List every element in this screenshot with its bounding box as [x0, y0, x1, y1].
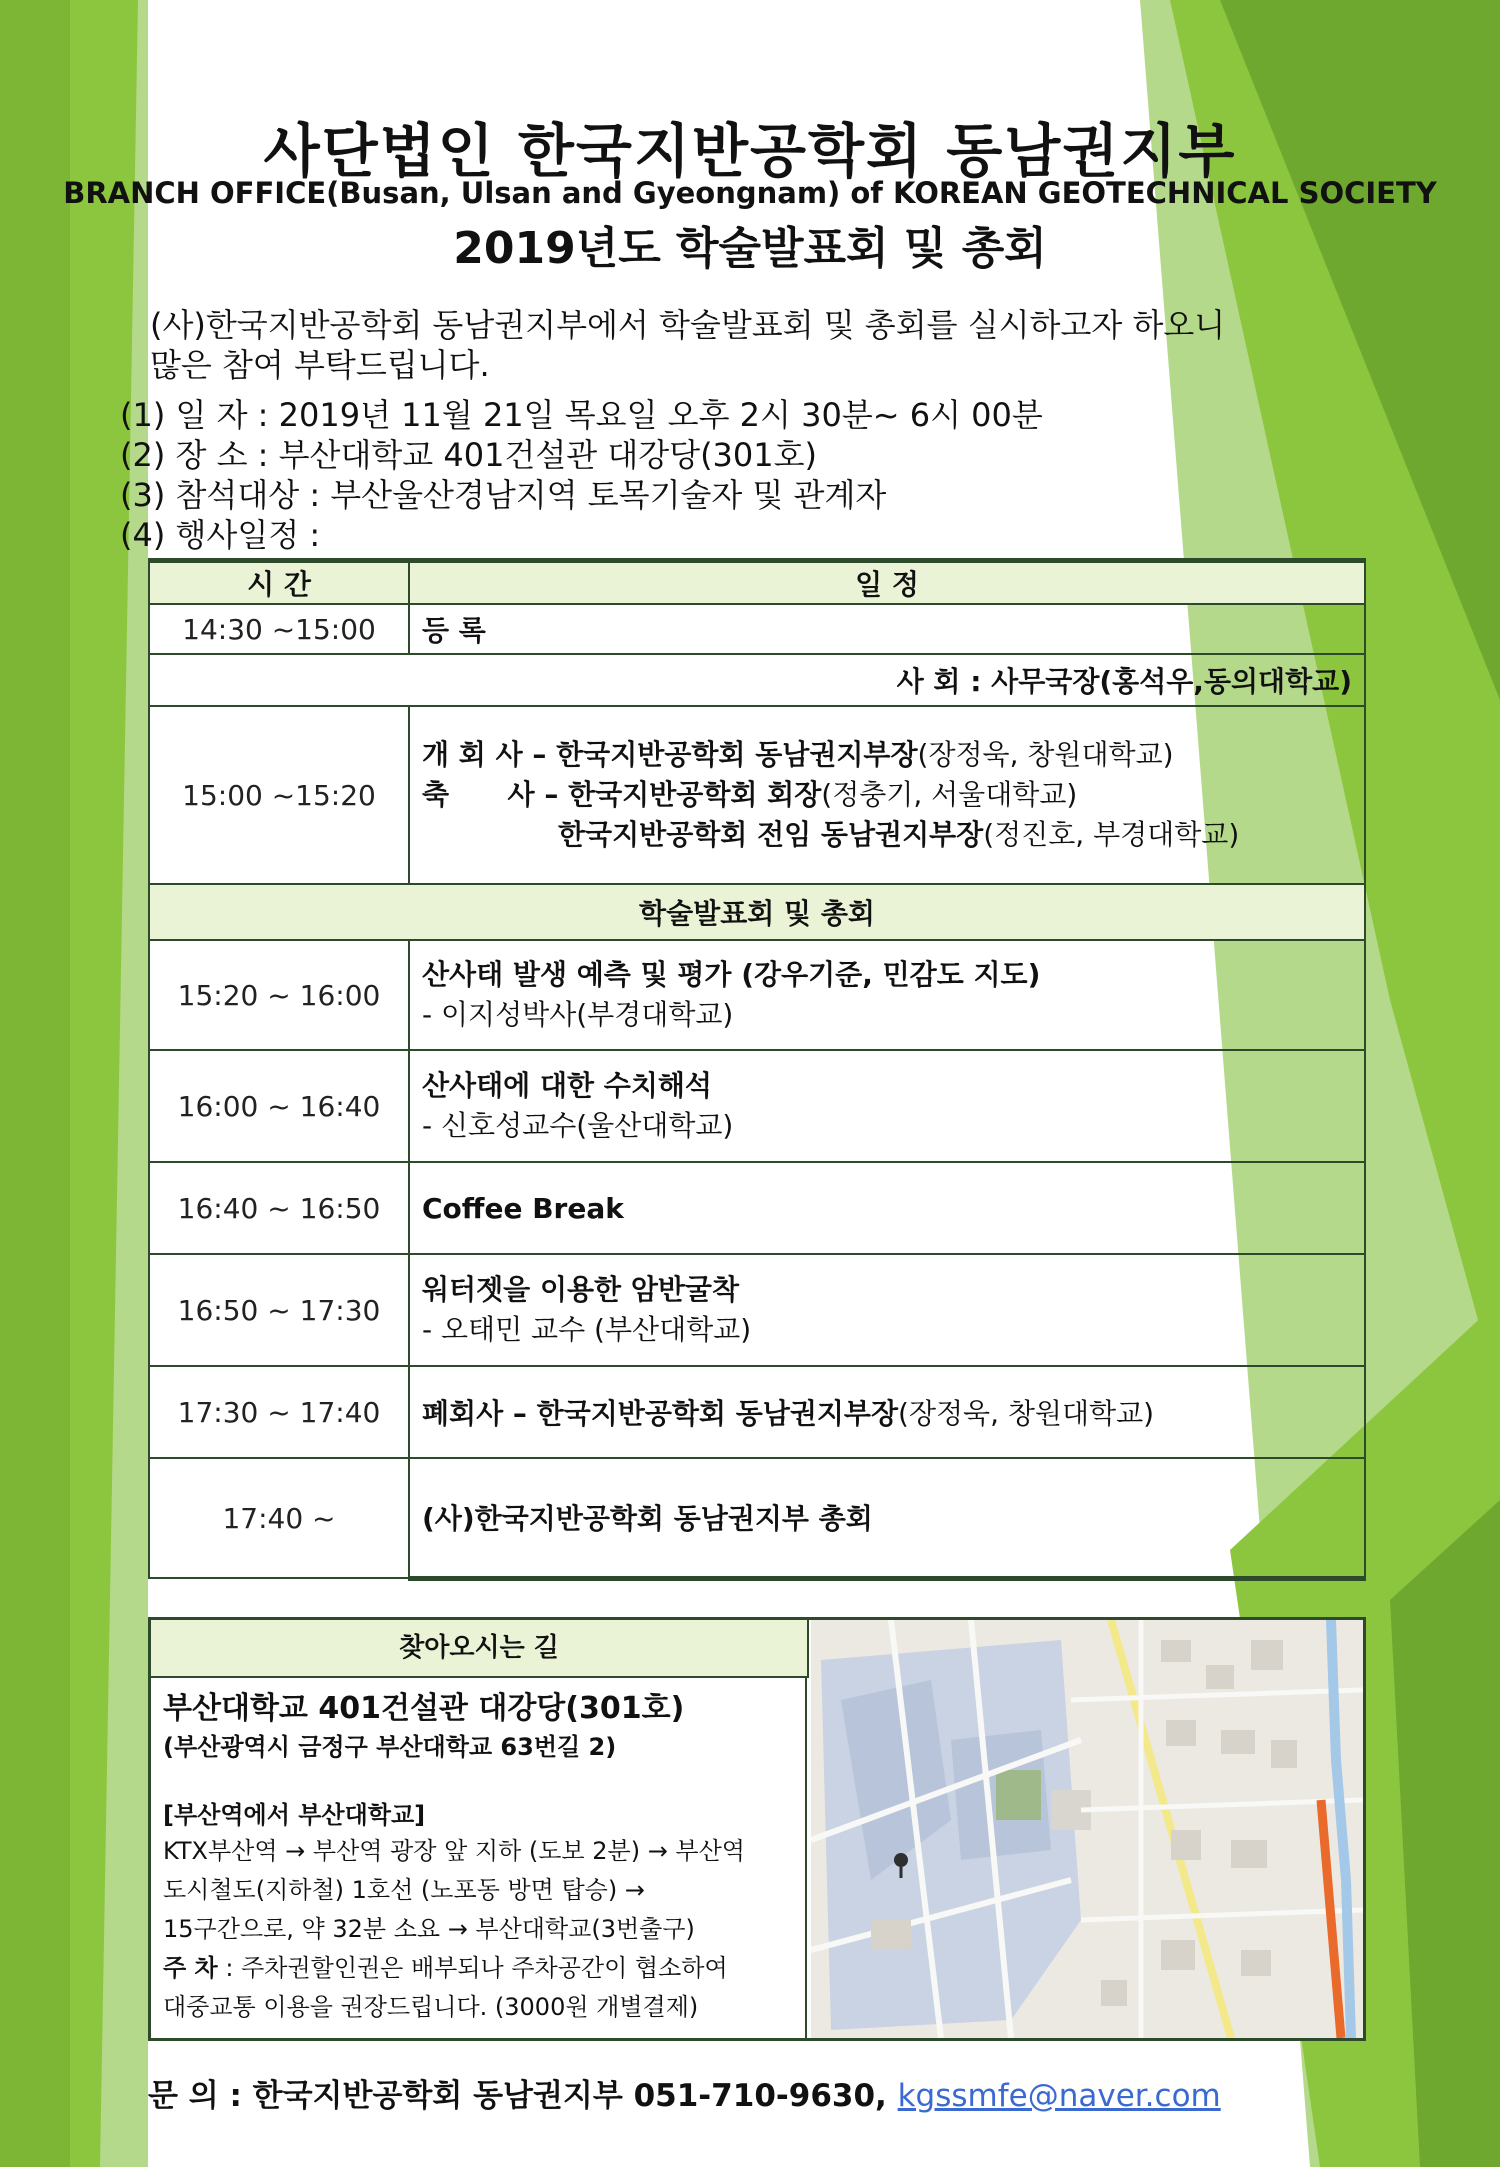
route-line-2: 도시철도(지하철) 1호선 (노포동 방면 탑승) → [163, 1876, 645, 1904]
venue-name: 부산대학교 401건설관 대강당(301호) [163, 1691, 685, 1726]
agenda-cell [409, 1254, 1365, 1366]
schedule-table [148, 558, 1366, 1581]
section-header: 학술발표회 및 총회 [149, 884, 1365, 940]
col-header-time: 시 간 [149, 561, 409, 605]
closing-speaker: (장정욱, 창원대학교) [898, 1397, 1155, 1430]
talk-speaker: - 이지성박사(부경대학교) [422, 998, 734, 1031]
schedule-header-row [149, 561, 1365, 605]
campus-map [811, 1620, 1363, 2038]
time-cell: 15:00 ~15:20 [149, 706, 409, 884]
former-branch-head-label: 한국지반공학회 전임 동남권지부장 [558, 818, 984, 851]
closing-label: 폐회사 – 한국지반공학회 동남권지부장 [422, 1397, 899, 1430]
talk-speaker: - 신호성교수(울산대학교) [422, 1109, 734, 1142]
former-branch-head-speaker: (정진호, 부경대학교) [983, 818, 1240, 851]
directions-box [148, 1617, 1366, 2041]
parking-note-2: 대중교통 이용을 권장드립니다. (3000원 개별결제) [163, 1993, 699, 2021]
congratulatory-label: 축 사 – 한국지반공학회 회장 [422, 778, 822, 811]
contact-email-link[interactable]: kgssmfe@naver.com [897, 2078, 1221, 2114]
agenda-cell: (사)한국지반공학회 동남권지부 총회 [409, 1458, 1365, 1578]
route-title: [부산역에서 부산대학교] [163, 1801, 426, 1829]
time-cell: 17:40 ~ [149, 1458, 409, 1578]
intro-line-1: (사)한국지반공학회 동남권지부에서 학술발표회 및 총회를 실시하고자 하오니 [150, 306, 1226, 344]
agenda-cell [409, 940, 1365, 1050]
directions-header: 찾아오시는 길 [151, 1620, 809, 1678]
directions-body [151, 1678, 807, 2038]
parking-note-1: : 주차권할인권은 배부되나 주차공간이 협소하여 [217, 1954, 728, 1982]
congratulatory-speaker: (정충기, 서울대학교) [821, 778, 1078, 811]
talk-title: 산사태에 대한 수치해석 [422, 1069, 712, 1102]
agenda-cell [409, 1366, 1365, 1458]
parking-label: 주 차 [163, 1954, 218, 1982]
info-attendees: (3) 참석대상 : 부산울산경남지역 토목기술자 및 관계자 [120, 476, 887, 514]
intro-paragraph [150, 305, 1350, 385]
english-subtitle: BRANCH OFFICE(Busan, Ulsan and Gyeongnam) of KOREAN GEOTECHNICAL SOCIETY [63, 176, 1437, 210]
table-row [149, 1162, 1365, 1254]
agenda-cell: Coffee Break [409, 1162, 1365, 1254]
talk-speaker: - 오태민 교수 (부산대학교) [422, 1313, 752, 1346]
talk-title: 워터젯을 이용한 암반굴착 [422, 1273, 740, 1306]
time-cell: 16:50 ~ 17:30 [149, 1254, 409, 1366]
table-row [149, 1458, 1365, 1578]
opening-address-speaker: (장정욱, 창원대학교) [917, 738, 1174, 771]
table-row [149, 654, 1365, 706]
col-header-agenda: 일 정 [409, 561, 1365, 605]
event-title: 2019년도 학술발표회 및 총회 [453, 223, 1047, 274]
agenda-cell [409, 706, 1365, 884]
venue-address: (부산광역시 금정구 부산대학교 63번길 2) [163, 1733, 617, 1761]
time-cell: 15:20 ~ 16:00 [149, 940, 409, 1050]
info-schedule-label: (4) 행사일정 : [120, 516, 321, 554]
agenda-cell [409, 1050, 1365, 1162]
time-cell: 16:40 ~ 16:50 [149, 1162, 409, 1254]
table-row [149, 1254, 1365, 1366]
page-title: 사단법인 한국지반공학회 동남권지부 [263, 117, 1237, 185]
mc-cell: 사 회 : 사무국장(홍석우,동의대학교) [149, 654, 1365, 706]
agenda-cell: 등 록 [409, 604, 1365, 654]
contact-line [148, 2070, 1221, 2115]
table-row [149, 1366, 1365, 1458]
time-cell: 16:00 ~ 16:40 [149, 1050, 409, 1162]
route-line-1: KTX부산역 → 부산역 광장 앞 지하 (도보 2분) → 부산역 [163, 1837, 745, 1865]
opening-address-label: 개 회 사 – 한국지반공학회 동남권지부장 [422, 738, 918, 771]
contact-label: 문 의 : 한국지반공학회 동남권지부 051-710-9630, [148, 2078, 898, 2114]
table-row [149, 940, 1365, 1050]
time-cell: 14:30 ~15:00 [149, 604, 409, 654]
info-date: (1) 일 자 : 2019년 11월 21일 목요일 오후 2시 30분~ 6시 00분 [120, 396, 1043, 434]
time-cell: 17:30 ~ 17:40 [149, 1366, 409, 1458]
route-line-3: 15구간으로, 약 32분 소요 → 부산대학교(3번출구) [163, 1915, 695, 1943]
talk-title: 산사태 발생 예측 및 평가 (강우기준, 민감도 지도) [422, 958, 1041, 991]
table-row [149, 884, 1365, 940]
table-row [149, 1050, 1365, 1162]
table-row [149, 604, 1365, 654]
intro-line-2: 많은 참여 부탁드립니다. [150, 346, 490, 384]
info-venue: (2) 장 소 : 부산대학교 401건설관 대강당(301호) [120, 436, 818, 474]
table-row [149, 706, 1365, 884]
